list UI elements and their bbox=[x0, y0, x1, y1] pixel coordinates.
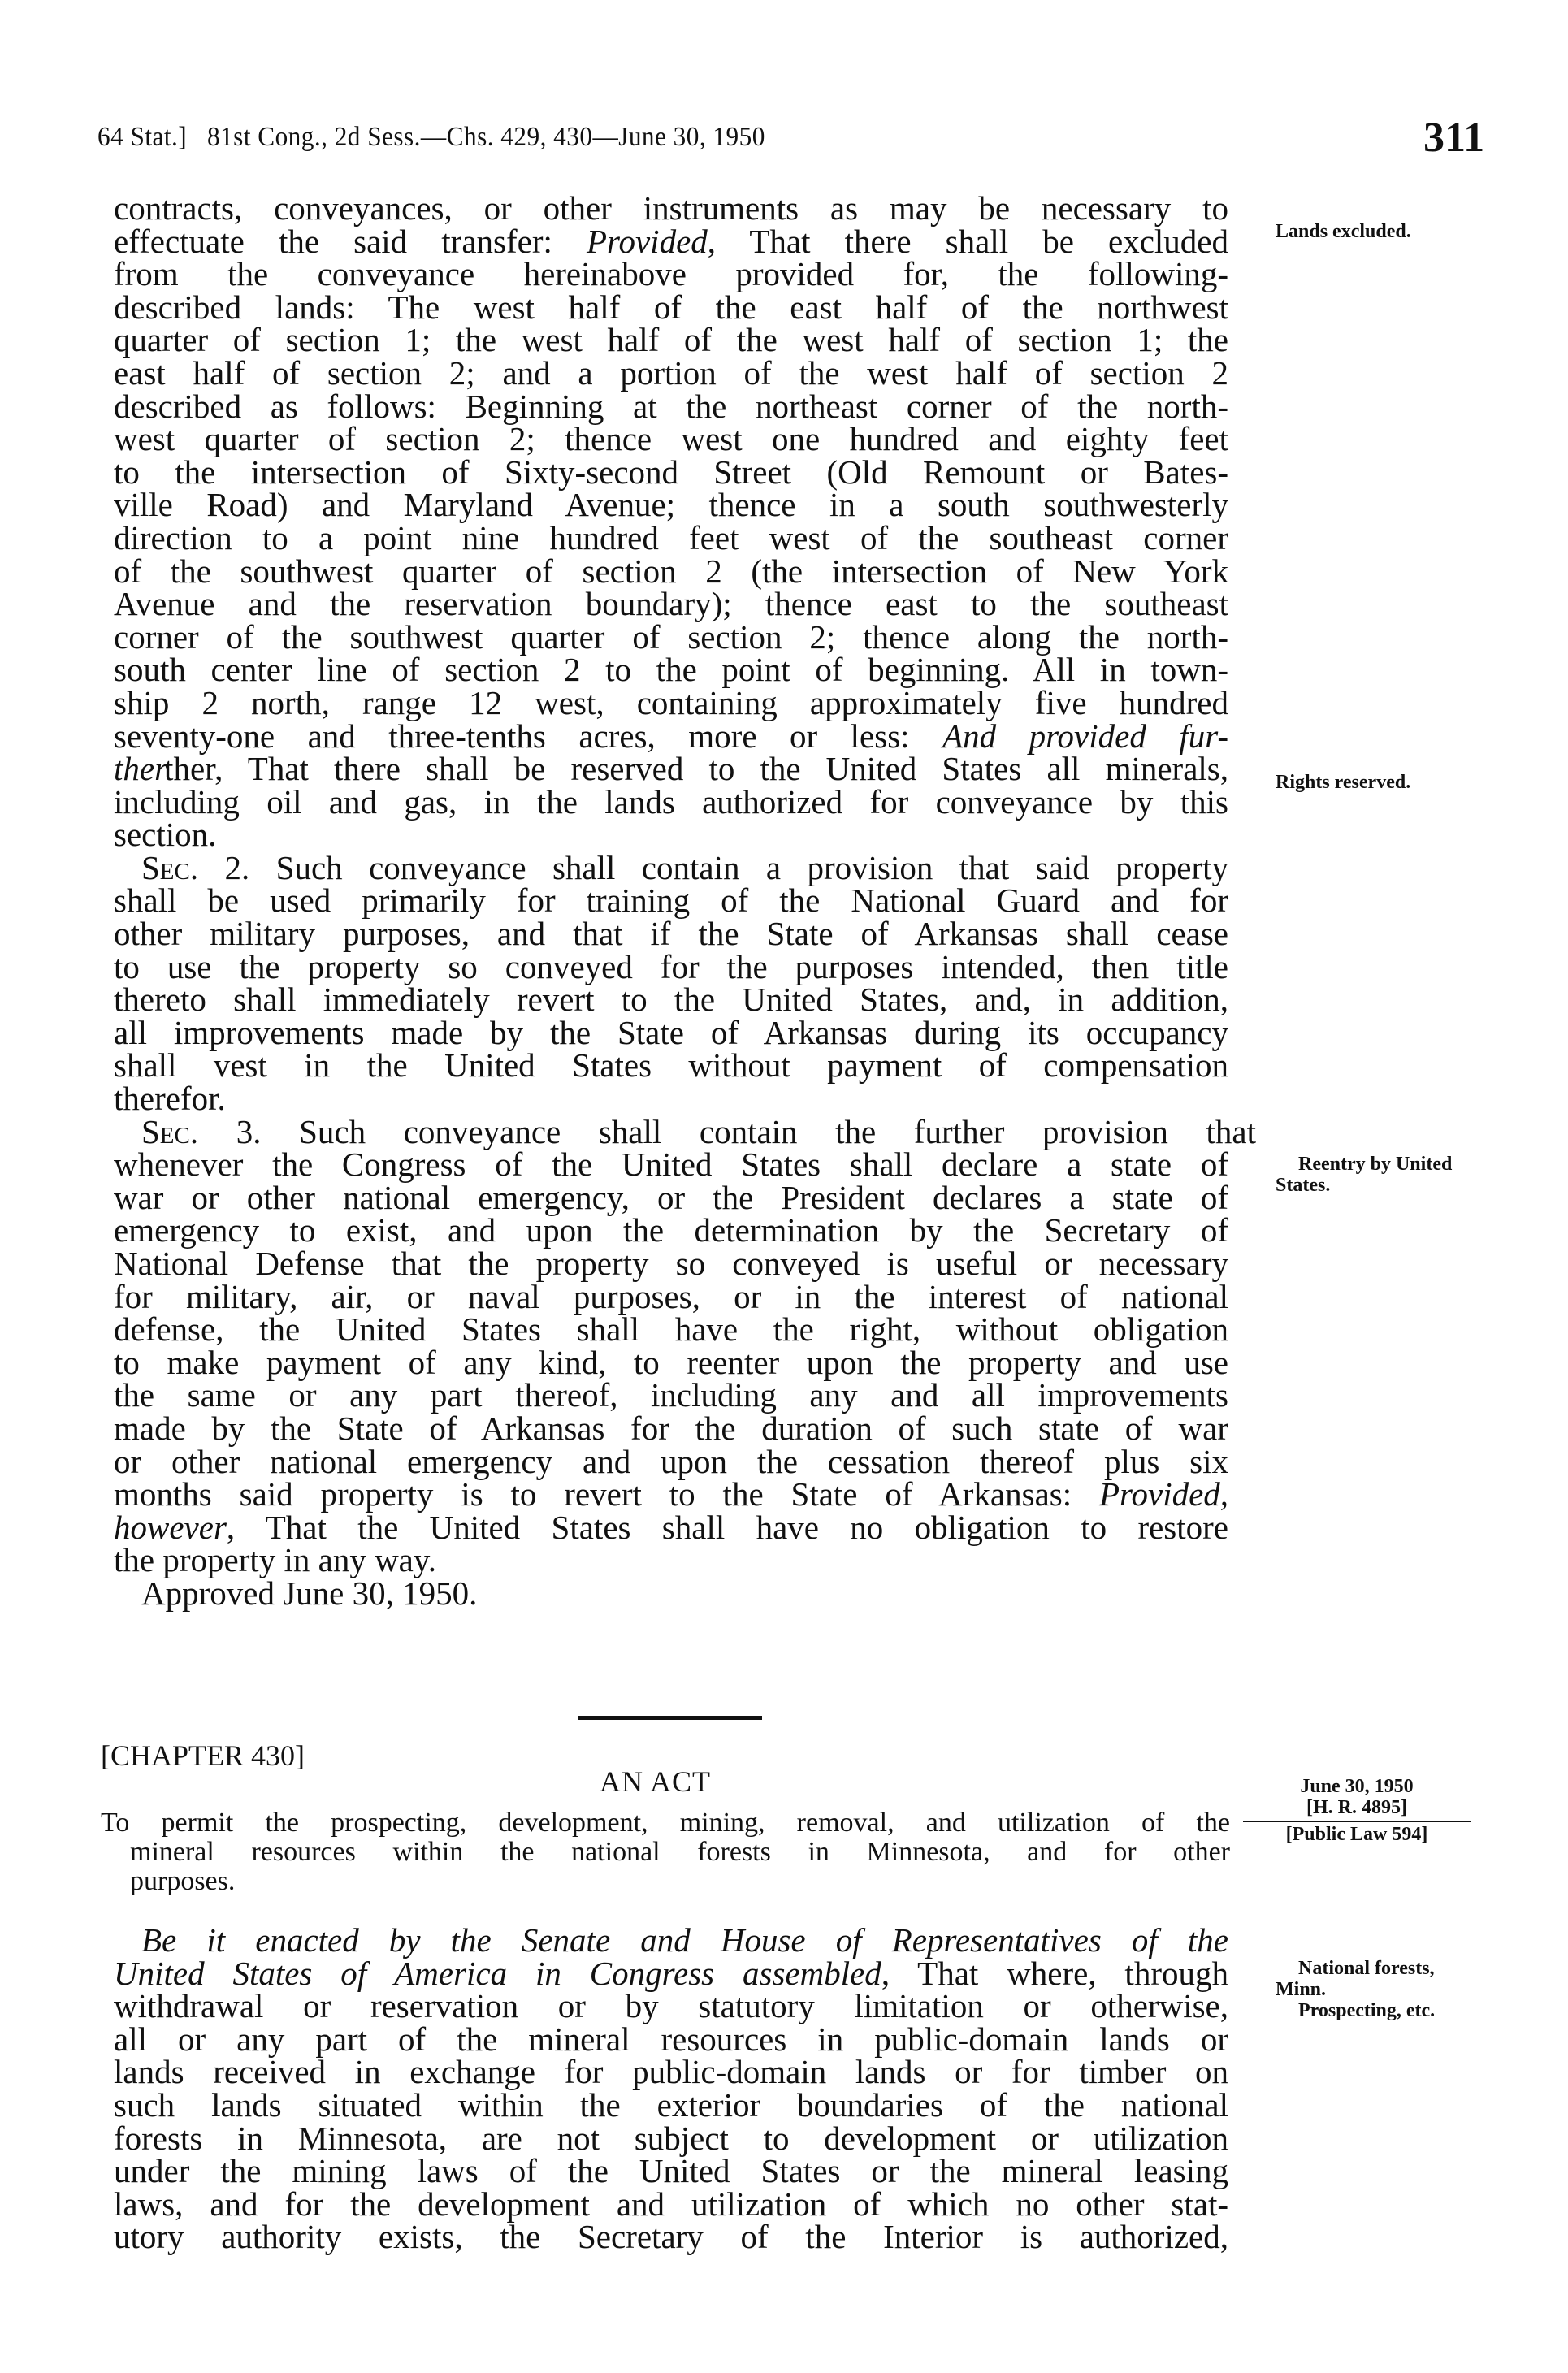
body-line: to the intersection of Sixty-second Street (Old Remount or Bates- bbox=[114, 453, 1228, 491]
title-line: mineral resources within the national forests in Minnesota, and for other bbox=[130, 1837, 1230, 1867]
session-reference: 81st Cong., 2d Sess.—Chs. 429, 430—June 30, 1950 bbox=[206, 122, 765, 152]
margin-note-national-forests: National forests, Minn. Prospecting, etc. bbox=[1276, 1958, 1436, 2021]
body-line: contracts, conveyances, or other instruments as may be necessary to bbox=[114, 189, 1228, 227]
enacting-clause-line: Be it enacted by the Senate and House of Representatives of the bbox=[141, 1921, 1228, 1959]
body-line: utory authority exists, the Secretary of the Interior is authorized, bbox=[114, 2218, 1228, 2256]
body-line: west quarter of section 2; thence west one hundred and eighty feet bbox=[114, 420, 1228, 458]
body-line: thereto shall immediately revert to the United States, and, in addition, bbox=[114, 981, 1228, 1019]
body-line: therefor. bbox=[114, 1080, 226, 1118]
margin-note-reentry: Reentry by United States. bbox=[1276, 1154, 1453, 1196]
body-line: quarter of section 1; the west half of the west half of section 1; the bbox=[114, 321, 1228, 359]
approval-date: Approved June 30, 1950. bbox=[141, 1574, 478, 1612]
running-header bbox=[97, 122, 765, 153]
body-line: emergency to exist, and upon the determination by the Secretary of bbox=[114, 1211, 1228, 1249]
body-line: south center line of section 2 to the point of beginning. All in town- bbox=[114, 651, 1228, 689]
body-line: however, That the United States shall have no obligation to restore bbox=[114, 1508, 1228, 1546]
body-line: described as follows: Beginning at the northeast corner of the north- bbox=[114, 387, 1228, 425]
body-line: lands received in exchange for public-domain lands or for timber on bbox=[114, 2053, 1228, 2091]
body-line: war or other national emergency, or the President declares a state of bbox=[114, 1178, 1228, 1216]
act-side-info bbox=[1243, 1776, 1471, 1845]
title-line: purposes. bbox=[130, 1866, 236, 1896]
body-line: Avenue and the reservation boundary); thence east to the southeast bbox=[114, 585, 1228, 623]
body-line: such lands situated within the exterior boundaries of the national bbox=[114, 2085, 1228, 2124]
act-title bbox=[101, 1808, 1230, 1896]
chapter-429-body bbox=[114, 189, 1257, 1612]
body-line: National Defense that the property so conveyed is useful or necessary bbox=[114, 1245, 1228, 1282]
body-line: laws, and for the development and utilization of which no other stat- bbox=[114, 2185, 1228, 2223]
body-line: direction to a point nine hundred feet west of the southeast corner bbox=[114, 518, 1228, 556]
body-line: all or any part of the mineral resources in public-domain lands or bbox=[114, 2020, 1228, 2058]
body-line: corner of the southwest quarter of section 2; thence along the north- bbox=[114, 617, 1228, 656]
section-label: Sec. 2. bbox=[141, 848, 250, 886]
body-line: effectuate the said transfer: Provided, That there shall be excluded bbox=[114, 222, 1228, 260]
body-line: shall be used primarily for training of the National Guard and for bbox=[114, 881, 1228, 920]
margin-note-prospecting: Prospecting, etc. bbox=[1298, 2000, 1436, 2021]
body-line: therther, That there shall be reserved to the United States all minerals, bbox=[114, 750, 1228, 788]
an-act-heading: AN ACT bbox=[600, 1765, 712, 1798]
body-line: ville Road) and Maryland Avenue; thence in a south southwesterly bbox=[114, 486, 1228, 524]
side-info-rule bbox=[1243, 1821, 1471, 1822]
margin-note-rights-reserved: Rights reserved. bbox=[1276, 772, 1411, 793]
chapter-divider-rule bbox=[578, 1716, 762, 1720]
body-line: ship 2 north, range 12 west, containing approximately five hundred bbox=[114, 683, 1228, 721]
chapter-430-body bbox=[114, 1921, 1228, 2256]
body-line: or other national emergency and upon the cessation thereof plus six bbox=[114, 1442, 1228, 1480]
body-line: made by the State of Arkansas for the duration of such state of war bbox=[114, 1409, 1228, 1447]
body-line: under the mining laws of the United States or the mineral leasing bbox=[114, 2152, 1228, 2190]
body-line: described lands: The west half of the east half of the northwest bbox=[114, 288, 1228, 326]
body-line: withdrawal or reservation or by statutory limitation or otherwise, bbox=[114, 1987, 1228, 2025]
act-date: June 30, 1950 bbox=[1300, 1776, 1414, 1797]
body-line: all improvements made by the State of Arkansas during its occupancy bbox=[114, 1013, 1228, 1051]
body-line: for military, air, or naval purposes, or in the interest of national bbox=[114, 1277, 1228, 1315]
provided-italic: Provided bbox=[587, 222, 708, 260]
body-line: the same or any part thereof, including any and all improvements bbox=[114, 1376, 1228, 1414]
and-provided-further-italic: And provided fur- bbox=[942, 717, 1229, 755]
section-label: Sec. 3. bbox=[141, 1112, 262, 1150]
body-line: months said property is to revert to the State of Arkansas: Provided, bbox=[114, 1475, 1229, 1513]
body-line: of the southwest quarter of section 2 (the intersection of New York bbox=[114, 552, 1228, 590]
body-line: east half of section 2; and a portion of the west half of section 2 bbox=[114, 353, 1228, 392]
body-line: including oil and gas, in the lands authorized for conveyance by this bbox=[114, 782, 1228, 821]
however-italic: however bbox=[114, 1508, 227, 1546]
body-line: from the conveyance hereinabove provided for, the following- bbox=[114, 255, 1228, 293]
provided-italic: Provided, bbox=[1099, 1475, 1229, 1513]
chapter-label: [CHAPTER 430] bbox=[101, 1739, 305, 1772]
volume-reference: 64 Stat.] bbox=[97, 122, 188, 152]
body-line: shall vest in the United States without payment of compensation bbox=[114, 1046, 1228, 1085]
margin-note-lands-excluded: Lands excluded. bbox=[1276, 221, 1411, 242]
body-line: forests in Minnesota, are not subject to development or utilization bbox=[114, 2119, 1228, 2157]
title-line: To permit the prospecting, development, mining, removal, and utilization of the bbox=[101, 1808, 1230, 1838]
sec2-first-line: Sec. 2. Such conveyance shall contain a provision that said property bbox=[141, 848, 1228, 886]
body-line: to use the property so conveyed for the purposes intended, then title bbox=[114, 947, 1228, 985]
enacting-clause-line: United States of America in Congress assembled, That where, through bbox=[114, 1954, 1228, 1992]
page-number: 311 bbox=[1423, 115, 1485, 161]
body-line: whenever the Congress of the United States shall declare a state of bbox=[114, 1145, 1228, 1184]
bill-number: [H. R. 4895] bbox=[1306, 1797, 1407, 1818]
body-line: section. bbox=[114, 816, 217, 854]
sec3-first-line: Sec. 3. Such conveyance shall contain the further provision that bbox=[141, 1112, 1257, 1150]
body-line: to make payment of any kind, to reenter upon the property and use bbox=[114, 1343, 1228, 1381]
public-law-number: [Public Law 594] bbox=[1285, 1824, 1428, 1845]
body-line: the property in any way. bbox=[114, 1541, 436, 1579]
body-line: defense, the United States shall have the right, without obligation bbox=[114, 1310, 1228, 1349]
body-line: other military purposes, and that if the State of Arkansas shall cease bbox=[114, 915, 1228, 953]
body-line: seventy-one and three-tenths acres, more or less: And provided fur- bbox=[114, 717, 1229, 755]
